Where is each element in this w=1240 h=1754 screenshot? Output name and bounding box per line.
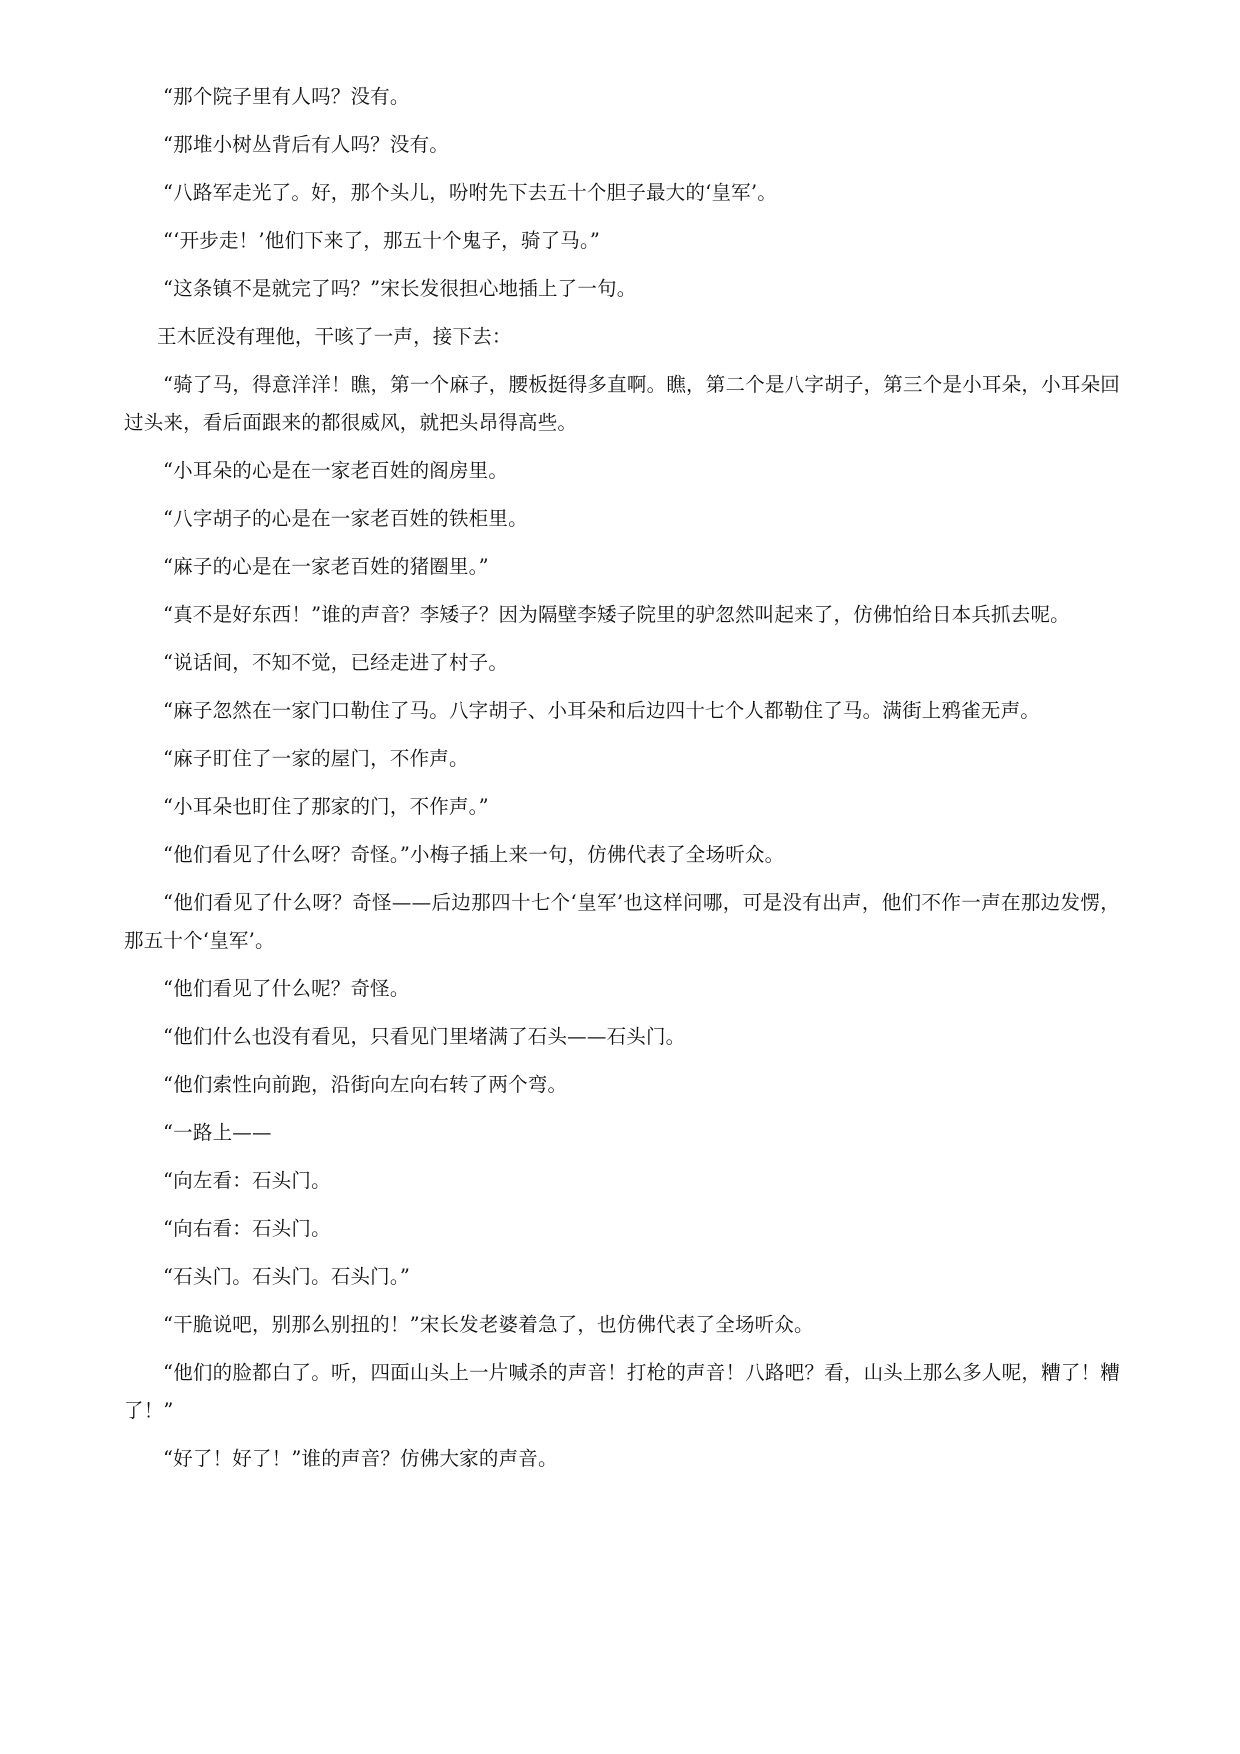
paragraph: “他们什么也没有看见，只看见门里堵满了石头——石头门。 (163, 1025, 686, 1048)
paragraph: “麻子忽然在一家门口勒住了马。八字胡子、小耳朵和后边四十七个人都勒住了马。满街上鸦雀无声。 (163, 699, 1040, 722)
paragraph: “那堆小树丛背后有人吗？没有。 (163, 133, 449, 156)
paragraph: “‘开步走！’他们下来了，那五十个鬼子，骑了马。” (163, 229, 601, 252)
paragraph: “骑了马，得意洋洋！瞧，第一个麻子，腰板挺得多直啊。瞧，第二个是八字胡子，第三个是小耳朵，小耳朵回过头来，看后面跟来的都很威风，就把头昂得高些。 (124, 373, 1120, 434)
paragraph: “他们看见了什么呢？奇怪。 (163, 977, 410, 1000)
paragraph: “他们的脸都白了。听，四面山头上一片喊杀的声音！打枪的声音！八路吧？看，山头上那么多人呢，糟了！糟了！” (124, 1361, 1120, 1422)
paragraph: “小耳朵的心是在一家老百姓的阁房里。 (163, 459, 509, 482)
paragraph: “他们看见了什么呀？奇怪。”小梅子插上来一句，仿佛代表了全场听众。 (163, 843, 785, 866)
paragraph: “向左看：石头门。 (163, 1169, 331, 1192)
paragraph: “一路上—— (163, 1121, 272, 1144)
paragraph: “小耳朵也盯住了那家的门，不作声。” (163, 795, 489, 818)
paragraph: “他们索性向前跑，沿街向左向右转了两个弯。 (163, 1073, 568, 1096)
paragraph: “八路军走光了。好，那个头儿，吩咐先下去五十个胆子最大的‘皇军’。 (163, 181, 777, 204)
paragraph: “真不是好东西！”谁的声音？李矮子？因为隔壁李矮子院里的驴忽然叫起来了，仿佛怕给日本兵抓去呢。 (163, 603, 1070, 626)
paragraph: 王木匠没有理他，干咳了一声，接下去： (157, 325, 512, 348)
paragraph: “那个院子里有人吗？没有。 (163, 85, 410, 108)
paragraph: “麻子盯住了一家的屋门，不作声。 (163, 747, 469, 770)
story-text (124, 78, 1120, 1488)
paragraph: “八字胡子的心是在一家老百姓的铁柜里。 (163, 507, 528, 530)
paragraph: “向右看：石头门。 (163, 1217, 331, 1240)
paragraph: “好了！好了！”谁的声音？仿佛大家的声音。 (163, 1447, 558, 1470)
paragraph: “说话间，不知不觉，已经走进了村子。 (163, 651, 509, 674)
paragraph: “他们看见了什么呀？奇怪——后边那四十七个‘皇军’也这样问哪，可是没有出声，他们不作一声在那边发愣，那五十个‘皇军’。 (124, 891, 1120, 952)
paragraph: “这条镇不是就完了吗？”宋长发很担心地插上了一句。 (163, 277, 637, 300)
paragraph: “石头门。石头门。石头门。” (163, 1265, 410, 1288)
paragraph: “麻子的心是在一家老百姓的猪圈里。” (163, 555, 489, 578)
paragraph: “干脆说吧，别那么别扭的！”宋长发老婆着急了，也仿佛代表了全场听众。 (163, 1313, 814, 1336)
